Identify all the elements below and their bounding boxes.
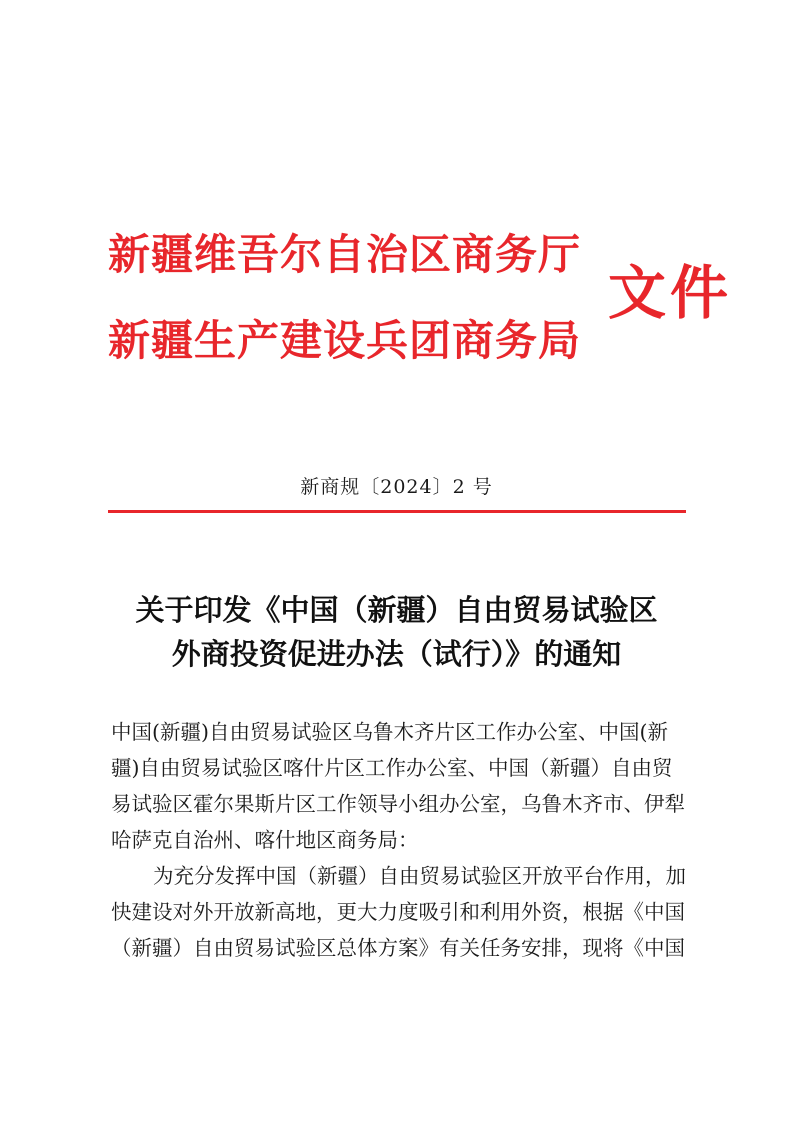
issuing-org-xpcc-commerce-bureau: 新疆生产建设兵团商务局 — [108, 316, 582, 365]
addressee-line: 易试验区霍尔果斯片区工作领导小组办公室，乌鲁木齐市、伊犁 — [111, 792, 685, 816]
paragraph-line: （新疆）自由贸易试验区总体方案》有关任务安排，现将《中国 — [111, 936, 685, 960]
addressee-line: 中国(新疆)自由贸易试验区乌鲁木齐片区工作办公室、中国(新 — [111, 720, 668, 744]
red-separator-line — [108, 510, 686, 513]
addressee-line: 哈萨克自治州、喀什地区商务局： — [111, 828, 419, 852]
document-header — [108, 212, 748, 382]
notice-title — [0, 588, 793, 676]
notice-title-line-2: 外商投资促进办法（试行）》的通知 — [171, 637, 622, 671]
document-number: 新商规〔2024〕2 号 — [300, 476, 493, 498]
notice-title-line-1: 关于印发《中国（新疆）自由贸易试验区 — [135, 593, 658, 627]
document-word: 文件 — [608, 259, 733, 327]
issuing-org-commerce-department: 新疆维吾尔自治区商务厅 — [108, 230, 582, 279]
paragraph-line: 为充分发挥中国（新疆）自由贸易试验区开放平台作用，加 — [153, 864, 686, 888]
paragraph-line: 快建设对外开放新高地，更大力度吸引和利用外资，根据《中国 — [111, 900, 685, 924]
addressee-line: 疆)自由贸易试验区喀什片区工作办公室、中国（新疆）自由贸 — [111, 756, 673, 780]
notice-body — [111, 714, 693, 966]
